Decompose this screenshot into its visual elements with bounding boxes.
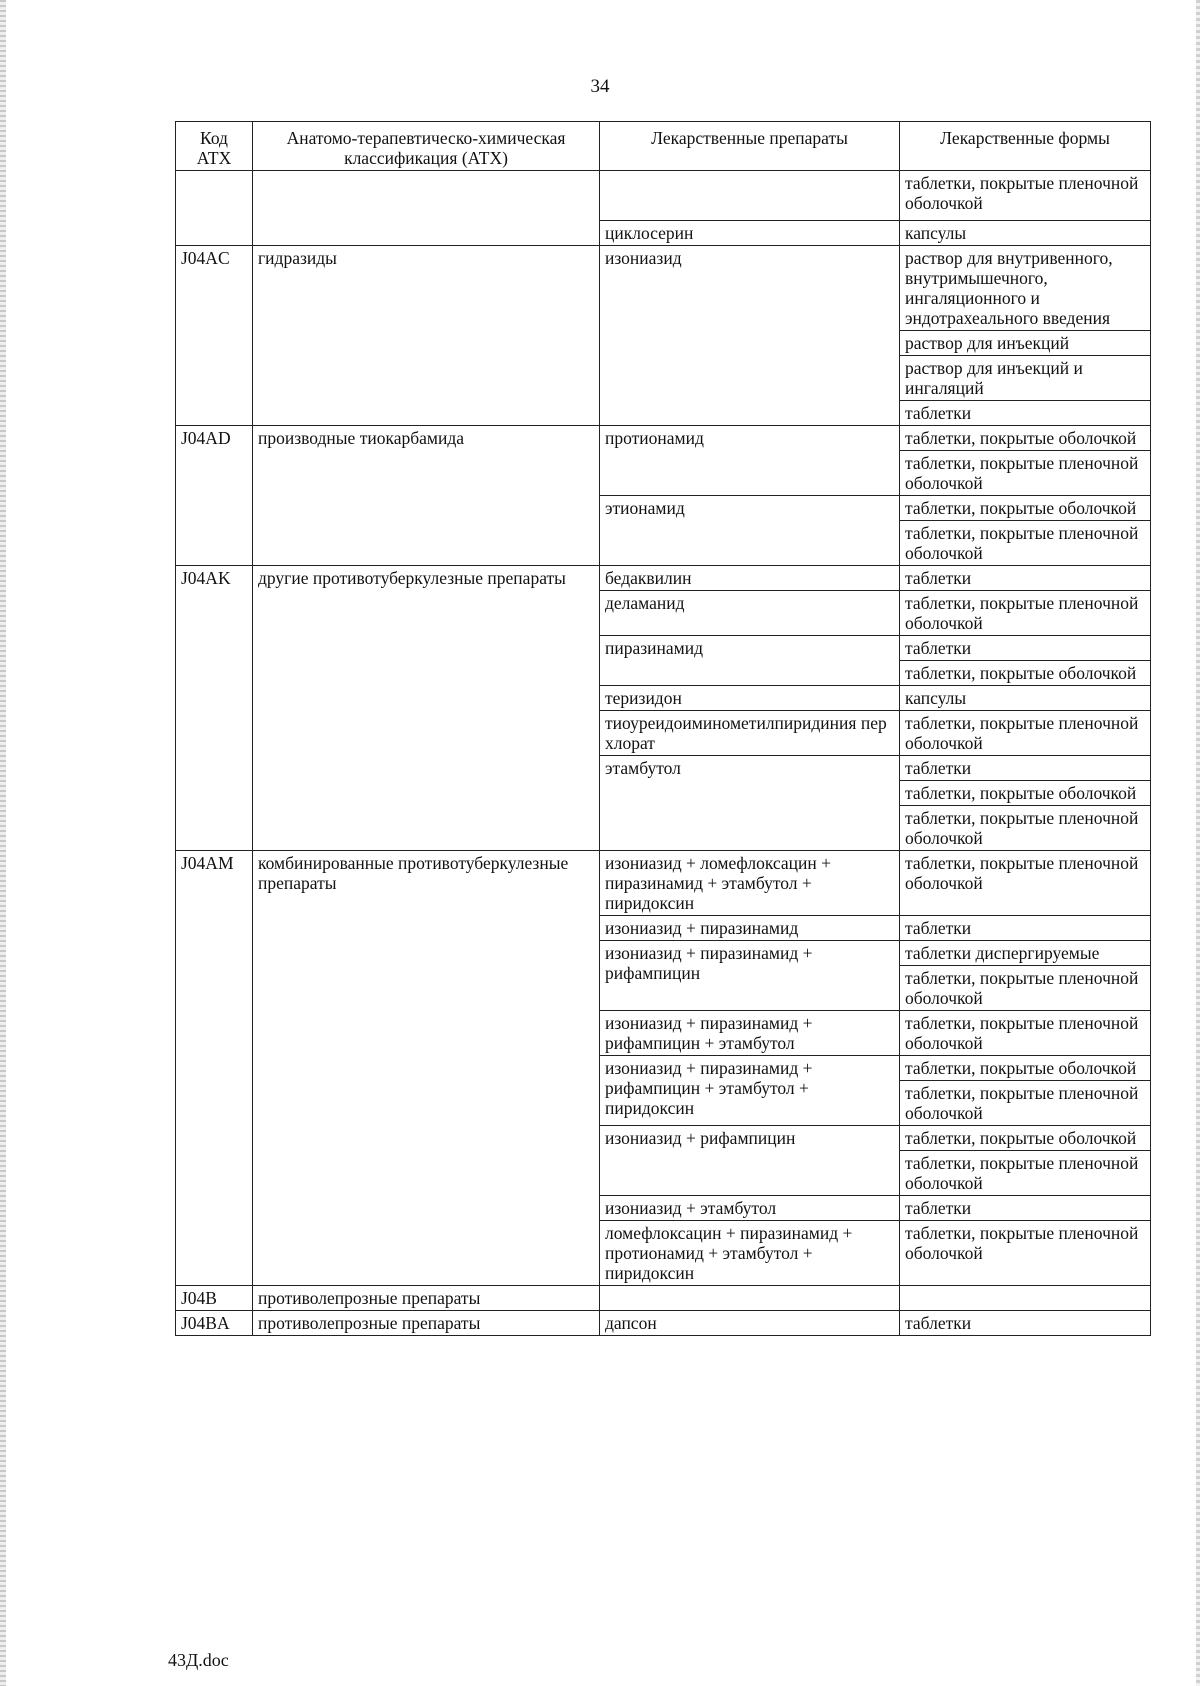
drug-name: деламанид — [600, 591, 900, 636]
document-filename: 43Д.doc — [168, 1650, 229, 1670]
drug-name: этионамид — [600, 496, 900, 566]
drug-name: тиоуреидоиминометилпиридиния перхлорат — [600, 711, 900, 756]
table-header-row — [176, 122, 1151, 171]
drug-name: изониазид + пиразинамид — [600, 916, 900, 941]
atx-code: J04AM — [176, 851, 253, 1286]
drug-name — [600, 171, 900, 221]
dosage-form: таблетки — [900, 401, 1151, 426]
page-number: 34 — [590, 76, 610, 97]
header-code: Код АТХ — [176, 122, 253, 171]
atx-drug-table — [175, 121, 1151, 1336]
atx-code: J04BA — [176, 1311, 253, 1336]
dosage-form: таблетки, покрытые пленочной оболочкой — [900, 591, 1151, 636]
drug-name: изониазид + пиразинамид + рифампицин + этамбутол — [600, 1011, 900, 1056]
drug-name: теризидон — [600, 686, 900, 711]
dosage-form: таблетки, покрытые пленочной оболочкой — [900, 521, 1151, 566]
scan-edge-right — [1196, 0, 1200, 1686]
table-row — [176, 851, 1151, 916]
dosage-form: таблетки, покрытые пленочной оболочкой — [900, 1221, 1151, 1286]
dosage-form: капсулы — [900, 686, 1151, 711]
dosage-form: таблетки, покрытые пленочной оболочкой — [900, 711, 1151, 756]
dosage-form: таблетки — [900, 566, 1151, 591]
atx-code: J04AK — [176, 566, 253, 851]
atx-classification: противолепрозные препараты — [253, 1311, 600, 1336]
drug-name: изониазид + этамбутол — [600, 1196, 900, 1221]
drug-name: пиразинамид — [600, 636, 900, 686]
dosage-form: таблетки, покрытые пленочной оболочкой — [900, 1011, 1151, 1056]
dosage-form: раствор для инъекций и ингаляций — [900, 356, 1151, 401]
dosage-form — [900, 1286, 1151, 1311]
drug-name: протионамид — [600, 426, 900, 496]
atx-code — [176, 171, 253, 246]
atx-code: J04AD — [176, 426, 253, 566]
dosage-form: таблетки, покрытые оболочкой — [900, 1126, 1151, 1151]
dosage-form: таблетки — [900, 756, 1151, 781]
header-classification: Анатомо-терапевтическо-химическая классификация (АТХ) — [253, 122, 600, 171]
dosage-form: таблетки — [900, 1196, 1151, 1221]
atx-classification — [253, 171, 600, 246]
dosage-form: капсулы — [900, 221, 1151, 246]
dosage-form: таблетки, покрытые оболочкой — [900, 781, 1151, 806]
dosage-form: таблетки, покрытые пленочной оболочкой — [900, 451, 1151, 496]
drug-name: циклосерин — [600, 221, 900, 246]
drug-name: ломефлоксацин + пиразинамид + протионамид + этамбутол + пиридоксин — [600, 1221, 900, 1286]
dosage-form: таблетки, покрытые пленочной оболочкой — [900, 1151, 1151, 1196]
dosage-form: таблетки, покрытые пленочной оболочкой — [900, 966, 1151, 1011]
atx-classification: производные тиокарбамида — [253, 426, 600, 566]
atx-classification: противолепрозные препараты — [253, 1286, 600, 1311]
dosage-form: раствор для инъекций — [900, 331, 1151, 356]
table-row — [176, 426, 1151, 451]
drug-name: бедаквилин — [600, 566, 900, 591]
table-row — [176, 566, 1151, 591]
drug-name: изониазид — [600, 246, 900, 426]
dosage-form: таблетки, покрытые пленочной оболочкой — [900, 171, 1151, 221]
dosage-form: таблетки — [900, 916, 1151, 941]
table-row — [176, 1286, 1151, 1311]
header-forms: Лекарственные формы — [900, 122, 1151, 171]
table-row — [176, 171, 1151, 221]
dosage-form: таблетки, покрытые пленочной оболочкой — [900, 1081, 1151, 1126]
atx-code: J04AC — [176, 246, 253, 426]
atx-classification: гидразиды — [253, 246, 600, 426]
drug-name: изониазид + рифампицин — [600, 1126, 900, 1196]
dosage-form: таблетки, покрытые оболочкой — [900, 426, 1151, 451]
drug-name: изониазид + пиразинамид + рифампицин — [600, 941, 900, 1011]
table-row — [176, 1311, 1151, 1336]
dosage-form: таблетки, покрытые пленочной оболочкой — [900, 806, 1151, 851]
dosage-form: таблетки, покрытые пленочной оболочкой — [900, 851, 1151, 916]
table-row — [176, 246, 1151, 331]
drug-name: изониазид + пиразинамид + рифампицин + этамбутол + пиридоксин — [600, 1056, 900, 1126]
dosage-form: таблетки — [900, 1311, 1151, 1336]
atx-code: J04B — [176, 1286, 253, 1311]
scan-edge-left — [0, 0, 6, 1686]
dosage-form: таблетки, покрытые оболочкой — [900, 496, 1151, 521]
drug-name — [600, 1286, 900, 1311]
header-drugs: Лекарственные препараты — [600, 122, 900, 171]
drug-name: изониазид + ломефлоксацин + пиразинамид + этамбутол + пиридоксин — [600, 851, 900, 916]
dosage-form: таблетки, покрытые оболочкой — [900, 661, 1151, 686]
drug-name: этамбутол — [600, 756, 900, 851]
dosage-form: таблетки, покрытые оболочкой — [900, 1056, 1151, 1081]
dosage-form: таблетки — [900, 636, 1151, 661]
atx-classification: другие противотуберкулезные препараты — [253, 566, 600, 851]
dosage-form: таблетки диспергируемые — [900, 941, 1151, 966]
dosage-form: раствор для внутривенного, внутримышечного, ингаляционного и эндотрахеального введения — [900, 246, 1151, 331]
atx-classification: комбинированные противотуберкулезные препараты — [253, 851, 600, 1286]
drug-name: дапсон — [600, 1311, 900, 1336]
